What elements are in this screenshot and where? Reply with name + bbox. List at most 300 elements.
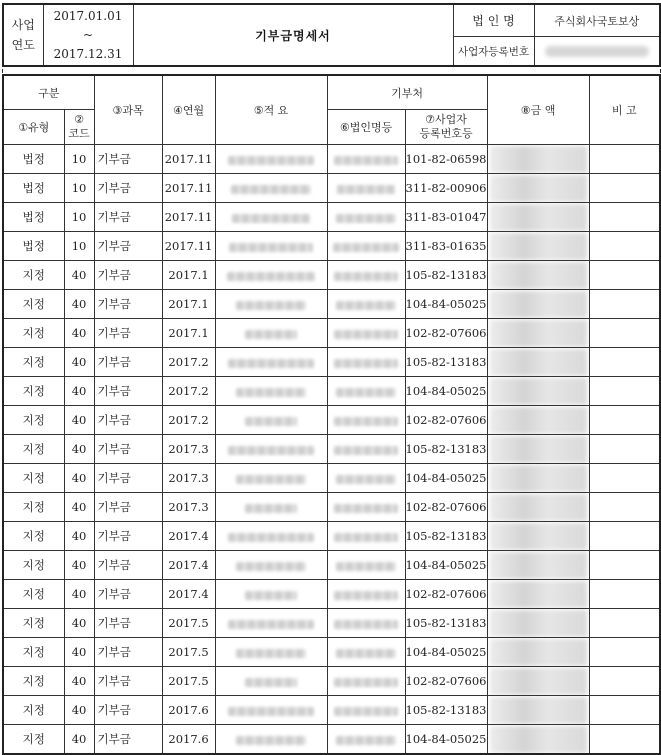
type-cell: 지정 — [3, 406, 64, 435]
corp-name-cell — [327, 232, 405, 261]
summary-cell — [215, 319, 327, 348]
month-header: ④연월 — [162, 75, 215, 145]
corp-name-cell — [327, 406, 405, 435]
subject-cell: 기부금 — [94, 290, 162, 319]
regno-cell: 311-82-00906 — [405, 174, 487, 203]
redacted-block — [490, 320, 587, 347]
month-cell: 2017.3 — [162, 435, 215, 464]
redacted-block — [490, 697, 587, 724]
code-cell: 10 — [64, 203, 94, 232]
regno-cell: 104-84-05025 — [405, 638, 487, 667]
corp-name-cell — [327, 174, 405, 203]
regno-cell: 102-82-07606 — [405, 493, 487, 522]
subject-cell: 기부금 — [94, 377, 162, 406]
summary-cell — [215, 232, 327, 261]
month-cell: 2017.5 — [162, 667, 215, 696]
regno-cell: 104-84-05025 — [405, 377, 487, 406]
note-cell — [589, 319, 660, 348]
subject-cell: 기부금 — [94, 609, 162, 638]
redacted-block — [334, 272, 398, 281]
category-header: 구분 — [3, 75, 94, 110]
amount-cell — [487, 203, 589, 232]
subject-cell: 기부금 — [94, 493, 162, 522]
corp-name-cell — [327, 493, 405, 522]
period-end: 2017.12.31 — [53, 46, 123, 61]
redacted-block — [490, 668, 587, 695]
month-cell: 2017.2 — [162, 348, 215, 377]
subject-cell: 기부금 — [94, 580, 162, 609]
table-row — [3, 580, 660, 609]
redacted-block — [490, 291, 587, 318]
subject-cell: 기부금 — [94, 667, 162, 696]
redacted-block — [228, 707, 314, 716]
type-cell: 지정 — [3, 725, 64, 755]
redacted-block — [236, 301, 306, 310]
amount-cell — [487, 464, 589, 493]
regno-cell: 311-83-01635 — [405, 232, 487, 261]
code-cell: 40 — [64, 290, 94, 319]
table-row — [3, 435, 660, 464]
redacted-block — [228, 359, 314, 368]
corp-name-cell — [327, 522, 405, 551]
summary-cell — [215, 377, 327, 406]
type-cell: 법정 — [3, 203, 64, 232]
type-cell: 지정 — [3, 551, 64, 580]
summary-cell — [215, 609, 327, 638]
table-row — [3, 725, 660, 755]
type-cell: 지정 — [3, 290, 64, 319]
note-cell — [589, 203, 660, 232]
corp-name-cell — [327, 464, 405, 493]
summary-cell — [215, 203, 327, 232]
table-row — [3, 406, 660, 435]
subject-cell: 기부금 — [94, 464, 162, 493]
amount-cell — [487, 232, 589, 261]
regno-cell: 104-84-05025 — [405, 725, 487, 755]
redacted-block — [245, 417, 297, 426]
month-cell: 2017.3 — [162, 464, 215, 493]
month-cell: 2017.5 — [162, 609, 215, 638]
note-cell — [589, 725, 660, 755]
redacted-block — [490, 465, 587, 492]
code-cell: 40 — [64, 493, 94, 522]
month-cell: 2017.5 — [162, 638, 215, 667]
note-cell — [589, 377, 660, 406]
subject-cell: 기부금 — [94, 319, 162, 348]
redacted-block — [229, 243, 313, 252]
table-row — [3, 638, 660, 667]
corp-name-cell — [327, 638, 405, 667]
redacted-block — [236, 649, 306, 658]
subject-cell: 기부금 — [94, 261, 162, 290]
corp-etc-header: ⑥법인명등 — [327, 110, 405, 145]
redacted-block — [228, 620, 314, 629]
summary-cell — [215, 696, 327, 725]
type-cell: 법정 — [3, 174, 64, 203]
redacted-block — [236, 475, 306, 484]
corp-name-cell — [327, 261, 405, 290]
code-cell: 40 — [64, 609, 94, 638]
subject-header: ③과목 — [94, 75, 162, 145]
month-cell: 2017.4 — [162, 580, 215, 609]
code-cell: 10 — [64, 174, 94, 203]
amount-cell — [487, 667, 589, 696]
amount-cell — [487, 348, 589, 377]
business-period — [43, 4, 133, 66]
amount-cell — [487, 638, 589, 667]
type-cell: 지정 — [3, 493, 64, 522]
table-row — [3, 145, 660, 174]
redacted-block — [337, 185, 395, 194]
summary-cell — [215, 551, 327, 580]
code-cell: 40 — [64, 435, 94, 464]
redacted-block — [490, 523, 587, 550]
corp-name-cell — [327, 725, 405, 755]
redacted-block — [490, 407, 587, 434]
redacted-block — [334, 678, 398, 687]
code-cell: 40 — [64, 348, 94, 377]
redacted-block — [490, 378, 587, 405]
summary-cell — [215, 348, 327, 377]
amount-cell — [487, 493, 589, 522]
redacted-block — [236, 736, 306, 745]
redacted-block — [490, 146, 587, 173]
summary-cell — [215, 725, 327, 755]
code-cell: 10 — [64, 145, 94, 174]
regno-value-redacted — [534, 37, 660, 66]
table-row — [3, 377, 660, 406]
redacted-block — [236, 562, 306, 571]
month-cell: 2017.3 — [162, 493, 215, 522]
redacted-block — [490, 436, 587, 463]
summary-cell — [215, 522, 327, 551]
redacted-block — [490, 233, 587, 260]
regno-cell: 104-84-05025 — [405, 551, 487, 580]
code-cell: 40 — [64, 377, 94, 406]
note-cell — [589, 551, 660, 580]
amount-cell — [487, 725, 589, 755]
amount-cell — [487, 174, 589, 203]
corp-name-label: 법 인 명 — [453, 4, 534, 37]
subject-cell: 기부금 — [94, 551, 162, 580]
note-cell — [589, 667, 660, 696]
corp-name-cell — [327, 551, 405, 580]
note-cell — [589, 406, 660, 435]
summary-cell — [215, 406, 327, 435]
corp-name-cell — [327, 348, 405, 377]
note-cell — [589, 174, 660, 203]
redacted-block — [334, 156, 398, 165]
type-cell: 지정 — [3, 696, 64, 725]
corp-name-cell — [327, 696, 405, 725]
note-cell — [589, 609, 660, 638]
note-cell — [589, 232, 660, 261]
redacted-block — [490, 552, 587, 579]
month-cell: 2017.11 — [162, 232, 215, 261]
corp-name-cell — [327, 609, 405, 638]
type-cell: 지정 — [3, 261, 64, 290]
regno-cell: 101-82-06598 — [405, 145, 487, 174]
type-cell: 지정 — [3, 319, 64, 348]
corp-name-cell — [327, 377, 405, 406]
code-cell: 40 — [64, 261, 94, 290]
redacted-block — [334, 359, 398, 368]
month-cell: 2017.11 — [162, 145, 215, 174]
redacted-block — [333, 243, 399, 252]
note-cell — [589, 464, 660, 493]
month-cell: 2017.11 — [162, 174, 215, 203]
regno-cell: 104-84-05025 — [405, 290, 487, 319]
corp-name-cell — [327, 203, 405, 232]
code-header: ② 코드 — [64, 110, 94, 145]
type-cell: 지정 — [3, 522, 64, 551]
regno-cell: 102-82-07606 — [405, 667, 487, 696]
redacted-block — [490, 349, 587, 376]
table-row — [3, 261, 660, 290]
redacted-block — [245, 330, 297, 339]
redacted-block — [227, 272, 315, 281]
month-cell: 2017.1 — [162, 261, 215, 290]
month-cell: 2017.6 — [162, 725, 215, 755]
month-cell: 2017.1 — [162, 290, 215, 319]
summary-cell — [215, 638, 327, 667]
form-header — [2, 3, 661, 67]
type-cell: 법정 — [3, 145, 64, 174]
regno-cell: 104-84-05025 — [405, 464, 487, 493]
summary-cell — [215, 464, 327, 493]
table-row — [3, 696, 660, 725]
note-cell — [589, 580, 660, 609]
month-cell: 2017.6 — [162, 696, 215, 725]
redacted-block — [490, 726, 587, 753]
redacted-block — [334, 417, 398, 426]
regno-header: ⑦사업자 등록번호등 — [405, 110, 487, 145]
amount-header: ⑧금 액 — [487, 75, 589, 145]
note-cell — [589, 638, 660, 667]
amount-cell — [487, 290, 589, 319]
regno-cell: 105-82-13183 — [405, 435, 487, 464]
redacted-block — [228, 533, 314, 542]
type-cell: 지정 — [3, 464, 64, 493]
redacted-block — [336, 388, 396, 397]
regno-cell: 105-82-13183 — [405, 348, 487, 377]
table-row — [3, 667, 660, 696]
amount-cell — [487, 522, 589, 551]
corp-name-cell — [327, 290, 405, 319]
table-row — [3, 319, 660, 348]
redacted-block — [334, 446, 398, 455]
summary-cell — [215, 493, 327, 522]
subject-cell: 기부금 — [94, 696, 162, 725]
redacted-block — [334, 504, 398, 513]
redacted-block — [490, 262, 587, 289]
redacted-block — [334, 620, 398, 629]
redacted-block — [490, 610, 587, 637]
table-row — [3, 290, 660, 319]
note-cell — [589, 435, 660, 464]
redacted-block — [228, 446, 314, 455]
note-cell — [589, 290, 660, 319]
amount-cell — [487, 377, 589, 406]
type-cell: 지정 — [3, 580, 64, 609]
section-gap — [2, 69, 661, 73]
subject-cell: 기부금 — [94, 145, 162, 174]
regno-cell: 105-82-13183 — [405, 261, 487, 290]
code-cell: 40 — [64, 464, 94, 493]
subject-cell: 기부금 — [94, 174, 162, 203]
code-cell: 10 — [64, 232, 94, 261]
period-separator: ~ — [82, 27, 94, 42]
type-cell: 지정 — [3, 377, 64, 406]
page-title: 기부금명세서 — [133, 4, 453, 66]
month-cell: 2017.4 — [162, 551, 215, 580]
amount-cell — [487, 580, 589, 609]
table-row — [3, 522, 660, 551]
redacted-block — [228, 156, 314, 165]
code-cell: 40 — [64, 522, 94, 551]
table-row — [3, 348, 660, 377]
code-cell: 40 — [64, 580, 94, 609]
corp-name-cell — [327, 667, 405, 696]
month-cell: 2017.11 — [162, 203, 215, 232]
table-row — [3, 609, 660, 638]
redacted-block — [490, 175, 587, 202]
note-cell — [589, 145, 660, 174]
subject-cell: 기부금 — [94, 232, 162, 261]
summary-cell — [215, 667, 327, 696]
regno-cell: 102-82-07606 — [405, 406, 487, 435]
redacted-block — [334, 707, 398, 716]
type-cell: 지정 — [3, 638, 64, 667]
amount-cell — [487, 696, 589, 725]
type-cell: 지정 — [3, 667, 64, 696]
regno-cell: 102-82-07606 — [405, 580, 487, 609]
code-cell: 40 — [64, 319, 94, 348]
corp-name-cell — [327, 145, 405, 174]
corp-name-cell — [327, 319, 405, 348]
redacted-block — [245, 678, 297, 687]
redacted-block — [236, 388, 306, 397]
type-cell: 지정 — [3, 348, 64, 377]
table-row — [3, 232, 660, 261]
redacted-block — [231, 185, 311, 194]
redacted-block — [336, 649, 396, 658]
code-cell: 40 — [64, 551, 94, 580]
regno-cell: 105-82-13183 — [405, 522, 487, 551]
summary-cell — [215, 174, 327, 203]
note-cell — [589, 348, 660, 377]
month-cell: 2017.2 — [162, 406, 215, 435]
code-cell: 40 — [64, 638, 94, 667]
table-row — [3, 493, 660, 522]
amount-cell — [487, 406, 589, 435]
amount-cell — [487, 551, 589, 580]
type-cell: 법정 — [3, 232, 64, 261]
redacted-block — [336, 475, 396, 484]
corp-name-cell — [327, 580, 405, 609]
redacted-block — [245, 504, 297, 513]
subject-cell: 기부금 — [94, 203, 162, 232]
summary-cell — [215, 290, 327, 319]
code-cell: 40 — [64, 725, 94, 755]
redacted-block — [490, 204, 587, 231]
amount-cell — [487, 319, 589, 348]
note-cell — [589, 696, 660, 725]
redacted-block — [490, 639, 587, 666]
regno-cell: 105-82-13183 — [405, 609, 487, 638]
redacted-block — [336, 214, 396, 223]
subject-cell: 기부금 — [94, 522, 162, 551]
table-row — [3, 551, 660, 580]
redacted-block — [336, 301, 396, 310]
amount-cell — [487, 261, 589, 290]
note-header: 비 고 — [589, 75, 660, 145]
type-header: ①유형 — [3, 110, 64, 145]
redacted-block — [490, 581, 587, 608]
month-cell: 2017.1 — [162, 319, 215, 348]
amount-cell — [487, 609, 589, 638]
subject-cell: 기부금 — [94, 406, 162, 435]
redacted-block — [490, 494, 587, 521]
redacted-block — [334, 330, 398, 339]
table-row — [3, 174, 660, 203]
month-cell: 2017.2 — [162, 377, 215, 406]
redacted-block — [232, 214, 310, 223]
regno-cell: 311-83-01047 — [405, 203, 487, 232]
redacted-block — [336, 736, 396, 745]
regno-cell: 105-82-13183 — [405, 696, 487, 725]
summary-cell — [215, 261, 327, 290]
table-body — [3, 145, 660, 755]
recipient-header: 기부처 — [327, 75, 487, 110]
note-cell — [589, 493, 660, 522]
corp-name-cell — [327, 435, 405, 464]
subject-cell: 기부금 — [94, 638, 162, 667]
subject-cell: 기부금 — [94, 348, 162, 377]
subject-cell: 기부금 — [94, 725, 162, 755]
type-cell: 지정 — [3, 435, 64, 464]
summary-cell — [215, 580, 327, 609]
period-start: 2017.01.01 — [53, 8, 123, 23]
table-header-row-1 — [3, 75, 660, 110]
redacted-block — [334, 533, 398, 542]
type-cell: 지정 — [3, 609, 64, 638]
note-cell — [589, 522, 660, 551]
table-row — [3, 203, 660, 232]
month-cell: 2017.4 — [162, 522, 215, 551]
redacted-block — [336, 562, 396, 571]
redacted-block — [334, 591, 398, 600]
amount-cell — [487, 435, 589, 464]
amount-cell — [487, 145, 589, 174]
summary-cell — [215, 145, 327, 174]
summary-header: ⑤적 요 — [215, 75, 327, 145]
business-year-label: 사업 연도 — [3, 4, 43, 66]
code-cell: 40 — [64, 406, 94, 435]
redacted-block — [245, 591, 297, 600]
code-cell: 40 — [64, 696, 94, 725]
subject-cell: 기부금 — [94, 435, 162, 464]
code-cell: 40 — [64, 667, 94, 696]
regno-label: 사업자등록번호 — [453, 37, 534, 66]
regno-cell: 102-82-07606 — [405, 319, 487, 348]
corp-name-value: 주식회사국토보상 — [534, 4, 660, 37]
donation-table — [2, 74, 661, 755]
note-cell — [589, 261, 660, 290]
redacted-block — [545, 46, 649, 57]
summary-cell — [215, 435, 327, 464]
table-row — [3, 464, 660, 493]
